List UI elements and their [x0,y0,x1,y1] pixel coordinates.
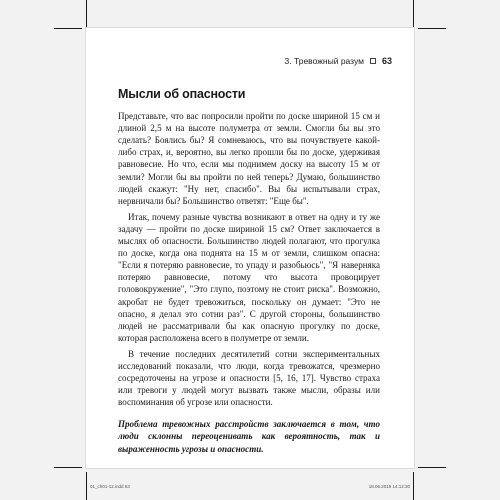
crop-mark-left-top [54,28,82,29]
crop-mark-right-top [418,28,446,29]
page-number: 63 [381,56,392,66]
section-heading: Мысли об опасности [118,87,246,101]
crop-mark-left-bottom [54,467,82,468]
crop-mark-top-left [86,0,87,28]
running-head [285,56,392,66]
crop-mark-right-bottom [418,467,446,468]
page-content [118,88,380,459]
slug-file-info: 01_ch01-12.indd 63 [90,484,130,489]
callout-text: Проблема тревожных расстройств заключается в том, что люди склонны переоценивать как вероятность, так и выраженность угрозы и опасности. [118,419,380,454]
paragraph: Представьте, что вас попросили пройти по доске шириной 15 см и длиной 2,5 м на высоте полуметра от земли. Смогли бы вы это сделать? Боялись бы? Я сомневаюсь, что вы почувствуете какой-либо страх, и, вероятно, вы легко прошли бы по доске, удерживая равновесие. Но что, если мы поднимем доску на высоту 15 м от земли? Могли бы вы пройти по ней теперь? Думаю, большинство людей скажут: "Ну нет, спасибо". Вы бы испытывали страх, нервничали бы? Большинство ответят: "Еще бы". [118,111,380,206]
separator-square-icon [370,58,376,64]
paragraph: В течение последних десятилетий сотни экспериментальных исследований показали, что люди, когда тревожатся, чрезмерно сосредоточены на угрозе и опасности [5, 16, 17]. Чувство страха или тревоги у людей могут вызвать также мысли, образы или воспоминания об угрозе или опасности. [118,348,380,408]
crop-mark-bottom-right [413,472,414,500]
crop-mark-bottom-left [86,472,87,500]
chapter-title: 3. Тревожный разум [284,56,364,66]
crop-mark-top-right [413,0,414,28]
book-page [86,28,414,468]
paragraph: Итак, почему разные чувства возникают в ответ на одну и ту же задачу — пройти по доске шириной 15 см? Ответ заключается в мыслях об опасности. Большинство людей полагают, что прогулка по доске, когда она поднята на 15 м от земли, слишком опасна: "Если я потеряю равновесие, то упаду и разобьюсь", "Я наверняка потеряю равновесие, потому что высота провоцирует головокружение", "Это глупо, поэтому не стоит риска". Возможно, акробат не будет тревожиться, поскольку он думает: "Это не опасно, я делал это сотни раз". С другой стороны, большинство людей не рассматривали бы как опасную прогулку по доске, которая расположена всего в полуметре от земли. [118,211,380,343]
slug-timestamp: 18.06.2019 14:12:30 [368,484,410,489]
